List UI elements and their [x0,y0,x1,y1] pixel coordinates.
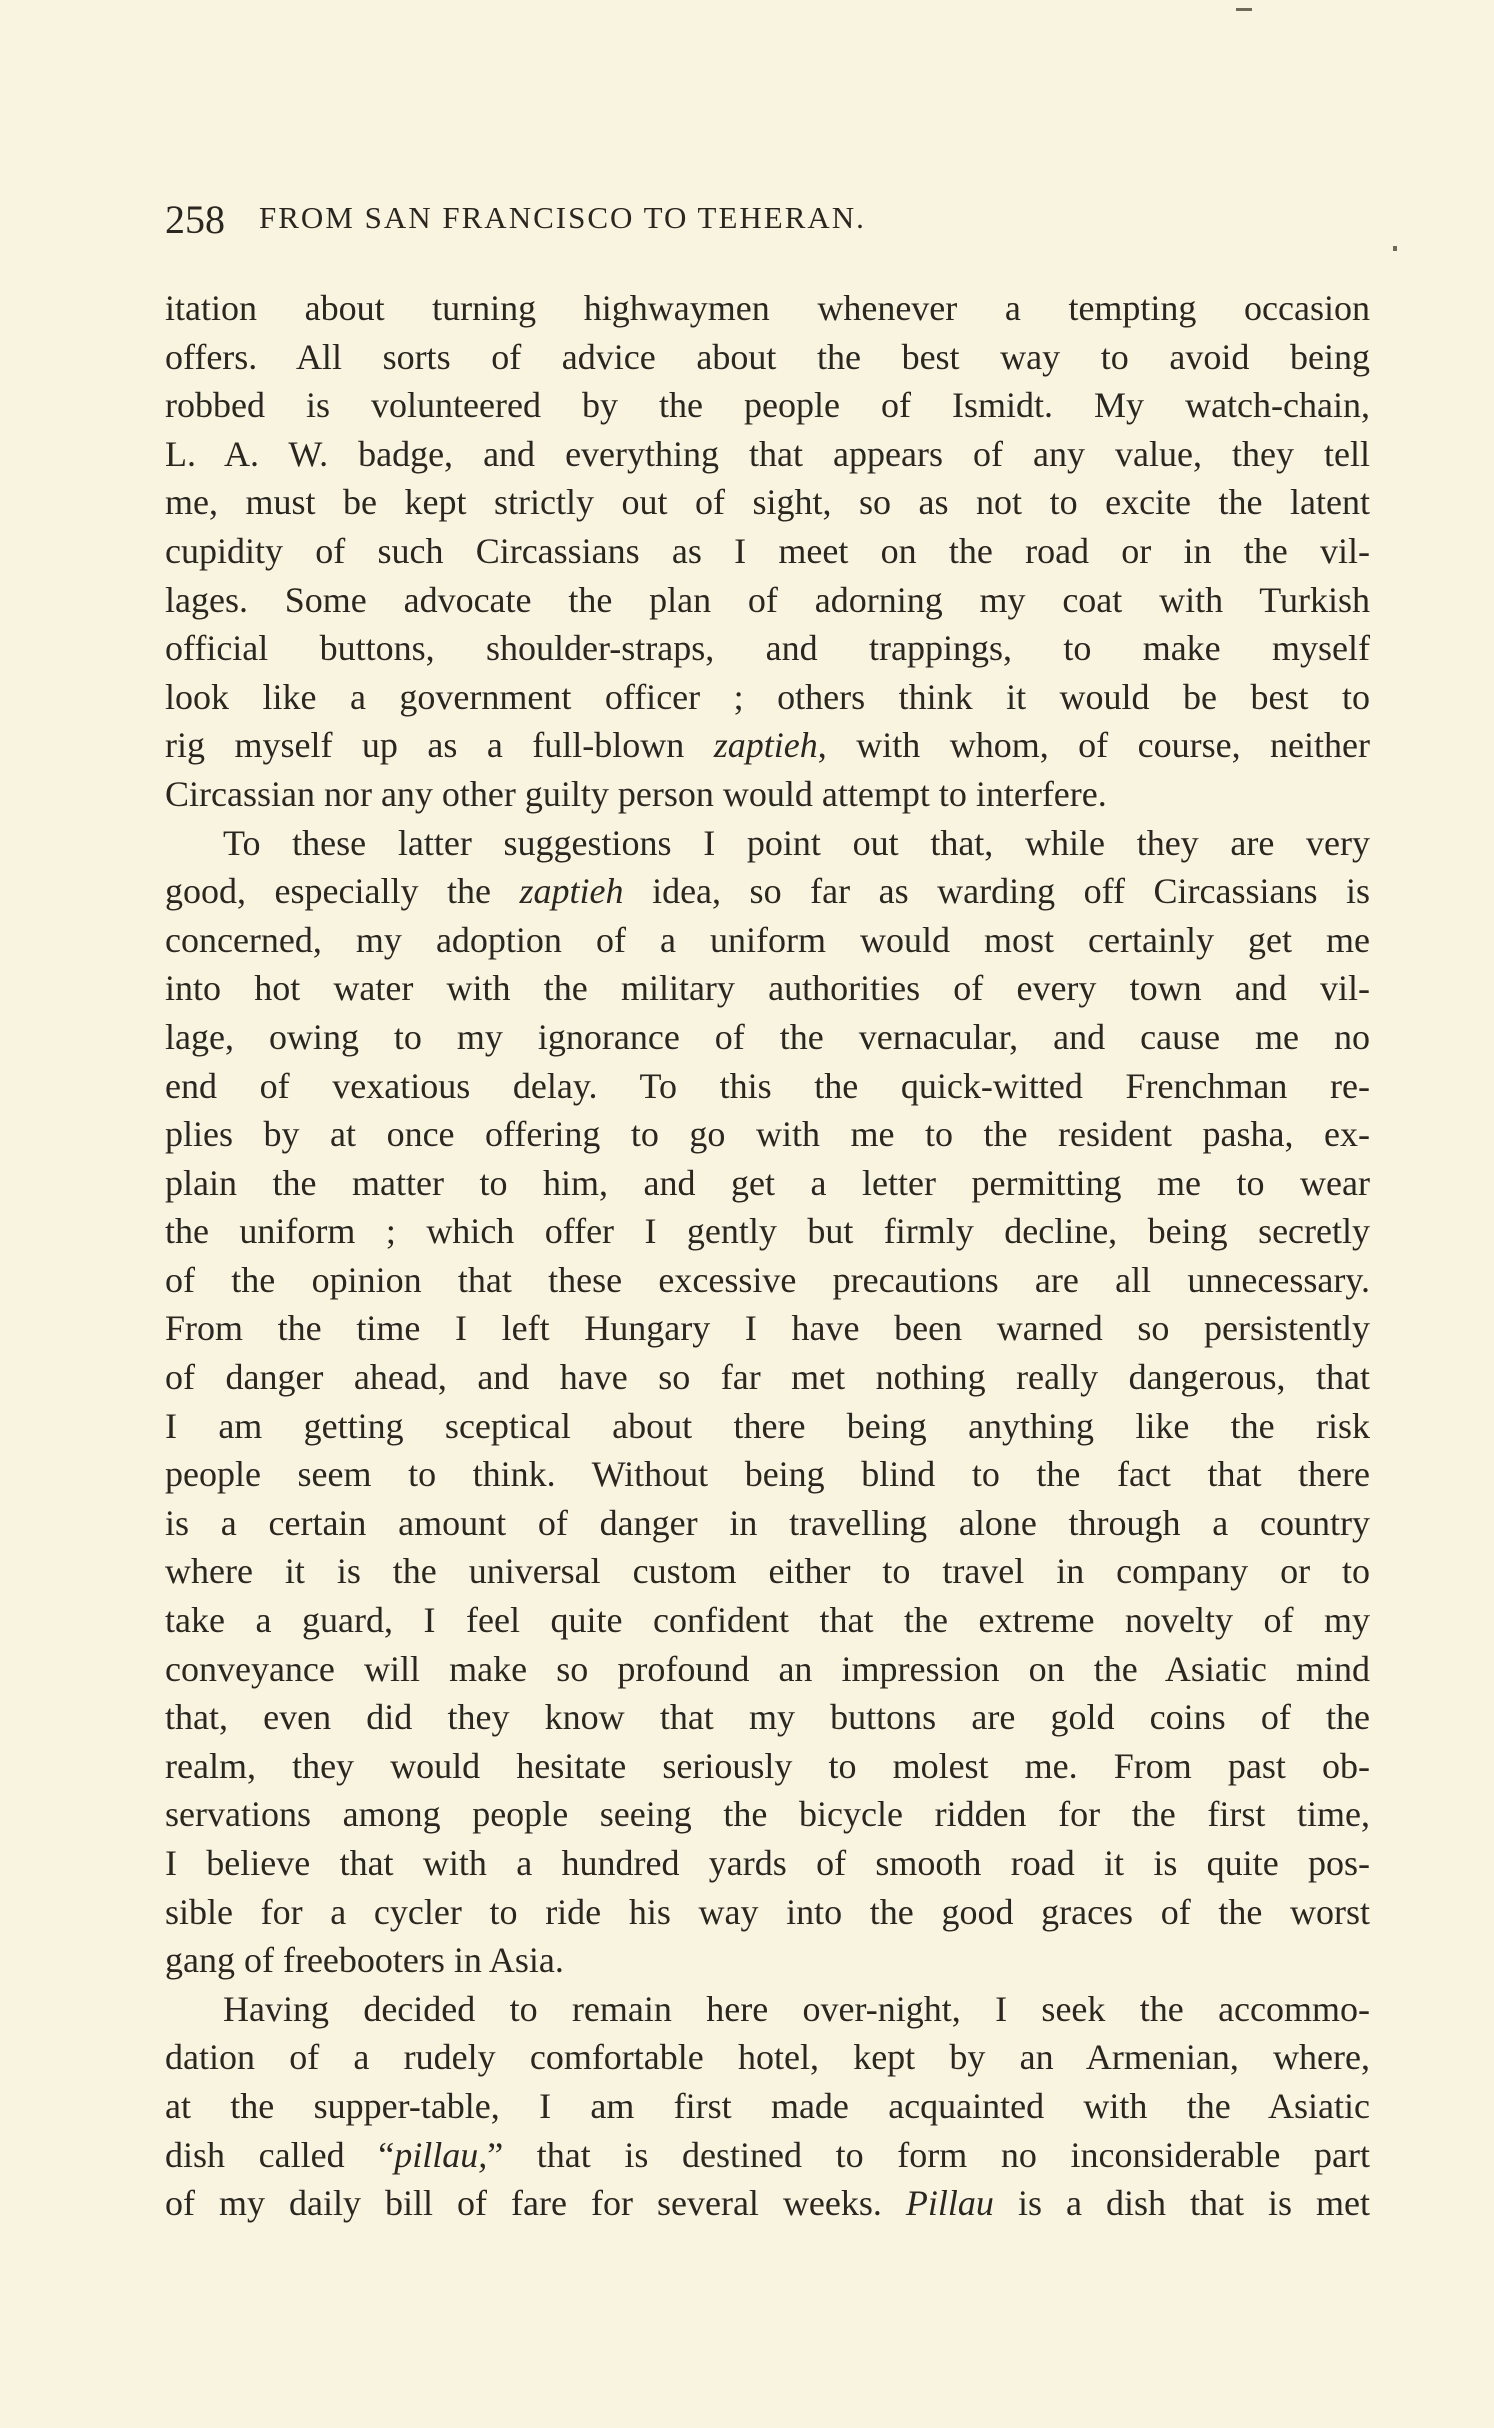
text-segment: plies by at once offering to go with me to the resident pasha, ex- [165,1114,1370,1155]
text-line [165,1645,1370,1694]
text-line [165,721,1370,770]
text-line [165,333,1370,382]
page-header [165,196,1385,246]
text-line [165,2033,1370,2082]
text-line [165,819,1370,868]
text-line [165,2082,1370,2131]
text-line [165,916,1370,965]
text-segment: look like a government officer ; others think it would be best to [165,676,1370,717]
text-segment: at the supper-table, I am first made acquainted with the Asiatic [165,2085,1370,2126]
italic-term: zaptieh [519,871,624,912]
text-line [165,1450,1370,1499]
text-segment: I am getting sceptical about there being anything like the risk [165,1405,1370,1446]
text-line [165,624,1370,673]
text-segment: rig myself up as a full-blown [165,725,714,766]
text-segment: idea, so far as warding off Circassians is [623,871,1371,912]
text-segment: of my daily bill of fare for several weeks. [165,2183,906,2224]
text-segment: concerned, my adoption of a uniform would most certainly get me [165,919,1370,960]
text-line [165,1936,1370,1985]
text-segment: of the opinion that these excessive precautions are all unnecessary. [165,1259,1370,1300]
text-line [165,1839,1370,1888]
text-segment: that, even did they know that my buttons are gold coins of the [165,1697,1370,1738]
text-segment: conveyance will make so profound an impression on the Asiatic mind [165,1648,1370,1689]
text-line [165,1547,1370,1596]
text-line [165,1596,1370,1645]
text-segment: robbed is volunteered by the people of Ismidt. My watch-chain, [165,385,1370,426]
text-segment: I believe that with a hundred yards of smooth road it is quite pos- [165,1843,1370,1883]
text-line [165,284,1370,333]
text-line [165,381,1370,430]
italic-term: pillau, [394,2134,488,2175]
text-segment: is a certain amount of danger in travelling alone through a country [165,1502,1370,1543]
text-segment: lages. Some advocate the plan of adorning my coat with Turkish [165,579,1370,620]
text-line [165,576,1370,625]
text-segment: end of vexatious delay. To this the quick-witted Frenchman re- [165,1065,1370,1106]
text-line [165,1110,1370,1159]
text-segment: L. A. W. badge, and everything that appears of any value, they tell [165,433,1370,474]
text-line [165,1790,1370,1839]
text-line [165,1062,1370,1111]
text-line [165,2179,1370,2228]
text-line [165,1888,1370,1937]
page-number: 258 [165,197,225,242]
text-line [165,1693,1370,1742]
text-line [165,1353,1370,1402]
text-segment: me, must be kept strictly out of sight, so as not to excite the latent [165,482,1370,523]
text-line [165,867,1370,916]
text-segment: dish called “ [165,2134,395,2175]
text-segment: of danger ahead, and have so far met nothing really dangerous, that [165,1357,1370,1398]
text-segment: ” that is destined to form no inconsiderable part [487,2134,1371,2175]
text-segment: where it is the universal custom either to travel in company or to [165,1551,1370,1592]
text-segment: good, especially the [165,871,520,912]
text-segment: is a dish that is met [993,2183,1370,2224]
text-segment: official buttons, shoulder-straps, and trappings, to make myself [165,628,1370,669]
text-segment: Circassian nor any other guilty person would attempt to interfere. [165,773,1107,814]
text-segment: Having decided to remain here over-night, I seek the accommo- [223,1988,1370,2029]
text-line [165,1013,1370,1062]
text-segment: into hot water with the military authorities of every town and vil- [165,968,1370,1009]
scan-speck [1393,246,1397,251]
text-segment: offers. All sorts of advice about the best way to avoid being [165,336,1370,377]
text-line [165,770,1370,819]
text-line [165,1159,1370,1208]
text-segment: people seem to think. Without being blind to the fact that there [165,1454,1370,1495]
text-segment: take a guard, I feel quite confident that the extreme novelty of my [165,1600,1370,1641]
text-line [165,430,1370,479]
text-line [165,1304,1370,1353]
text-segment: lage, owing to my ignorance of the vernacular, and cause me no [165,1016,1370,1057]
text-segment: servations among people seeing the bicycle ridden for the first time, [165,1794,1370,1835]
text-segment: To these latter suggestions I point out that, while they are very [223,822,1370,863]
running-head: FROM SAN FRANCISCO TO TEHERAN. [259,200,866,235]
text-segment: sible for a cycler to ride his way into the good graces of the worst [165,1891,1370,1932]
text-line [165,2131,1370,2180]
text-segment: the uniform ; which offer I gently but firmly decline, being secretly [165,1211,1370,1252]
text-line [165,1207,1370,1256]
text-segment: plain the matter to him, and get a letter permitting me to wear [165,1162,1370,1203]
italic-term: Pillau [905,2183,994,2224]
text-line [165,1256,1370,1305]
scan-mark [1236,8,1252,11]
italic-term: zaptieh [713,725,818,766]
text-segment: itation about turning highwaymen whenever a tempting occasion [165,288,1370,328]
text-line [165,1402,1370,1451]
body-text [165,284,1370,2228]
text-line [165,1499,1370,1548]
text-segment: realm, they would hesitate seriously to molest me. From past ob- [165,1745,1370,1786]
text-line [165,964,1370,1013]
text-line [165,478,1370,527]
text-segment: From the time I left Hungary I have been warned so persistently [165,1308,1370,1349]
text-segment: gang of freebooters in Asia. [165,1940,564,1981]
text-segment: , with whom, of course, neither [817,725,1370,766]
text-segment: dation of a rudely comfortable hotel, kept by an Armenian, where, [165,2037,1370,2078]
text-line [165,527,1370,576]
text-line [165,1985,1370,2034]
text-line [165,1742,1370,1791]
text-line [165,673,1370,722]
text-segment: cupidity of such Circassians as I meet on the road or in the vil- [165,530,1370,571]
